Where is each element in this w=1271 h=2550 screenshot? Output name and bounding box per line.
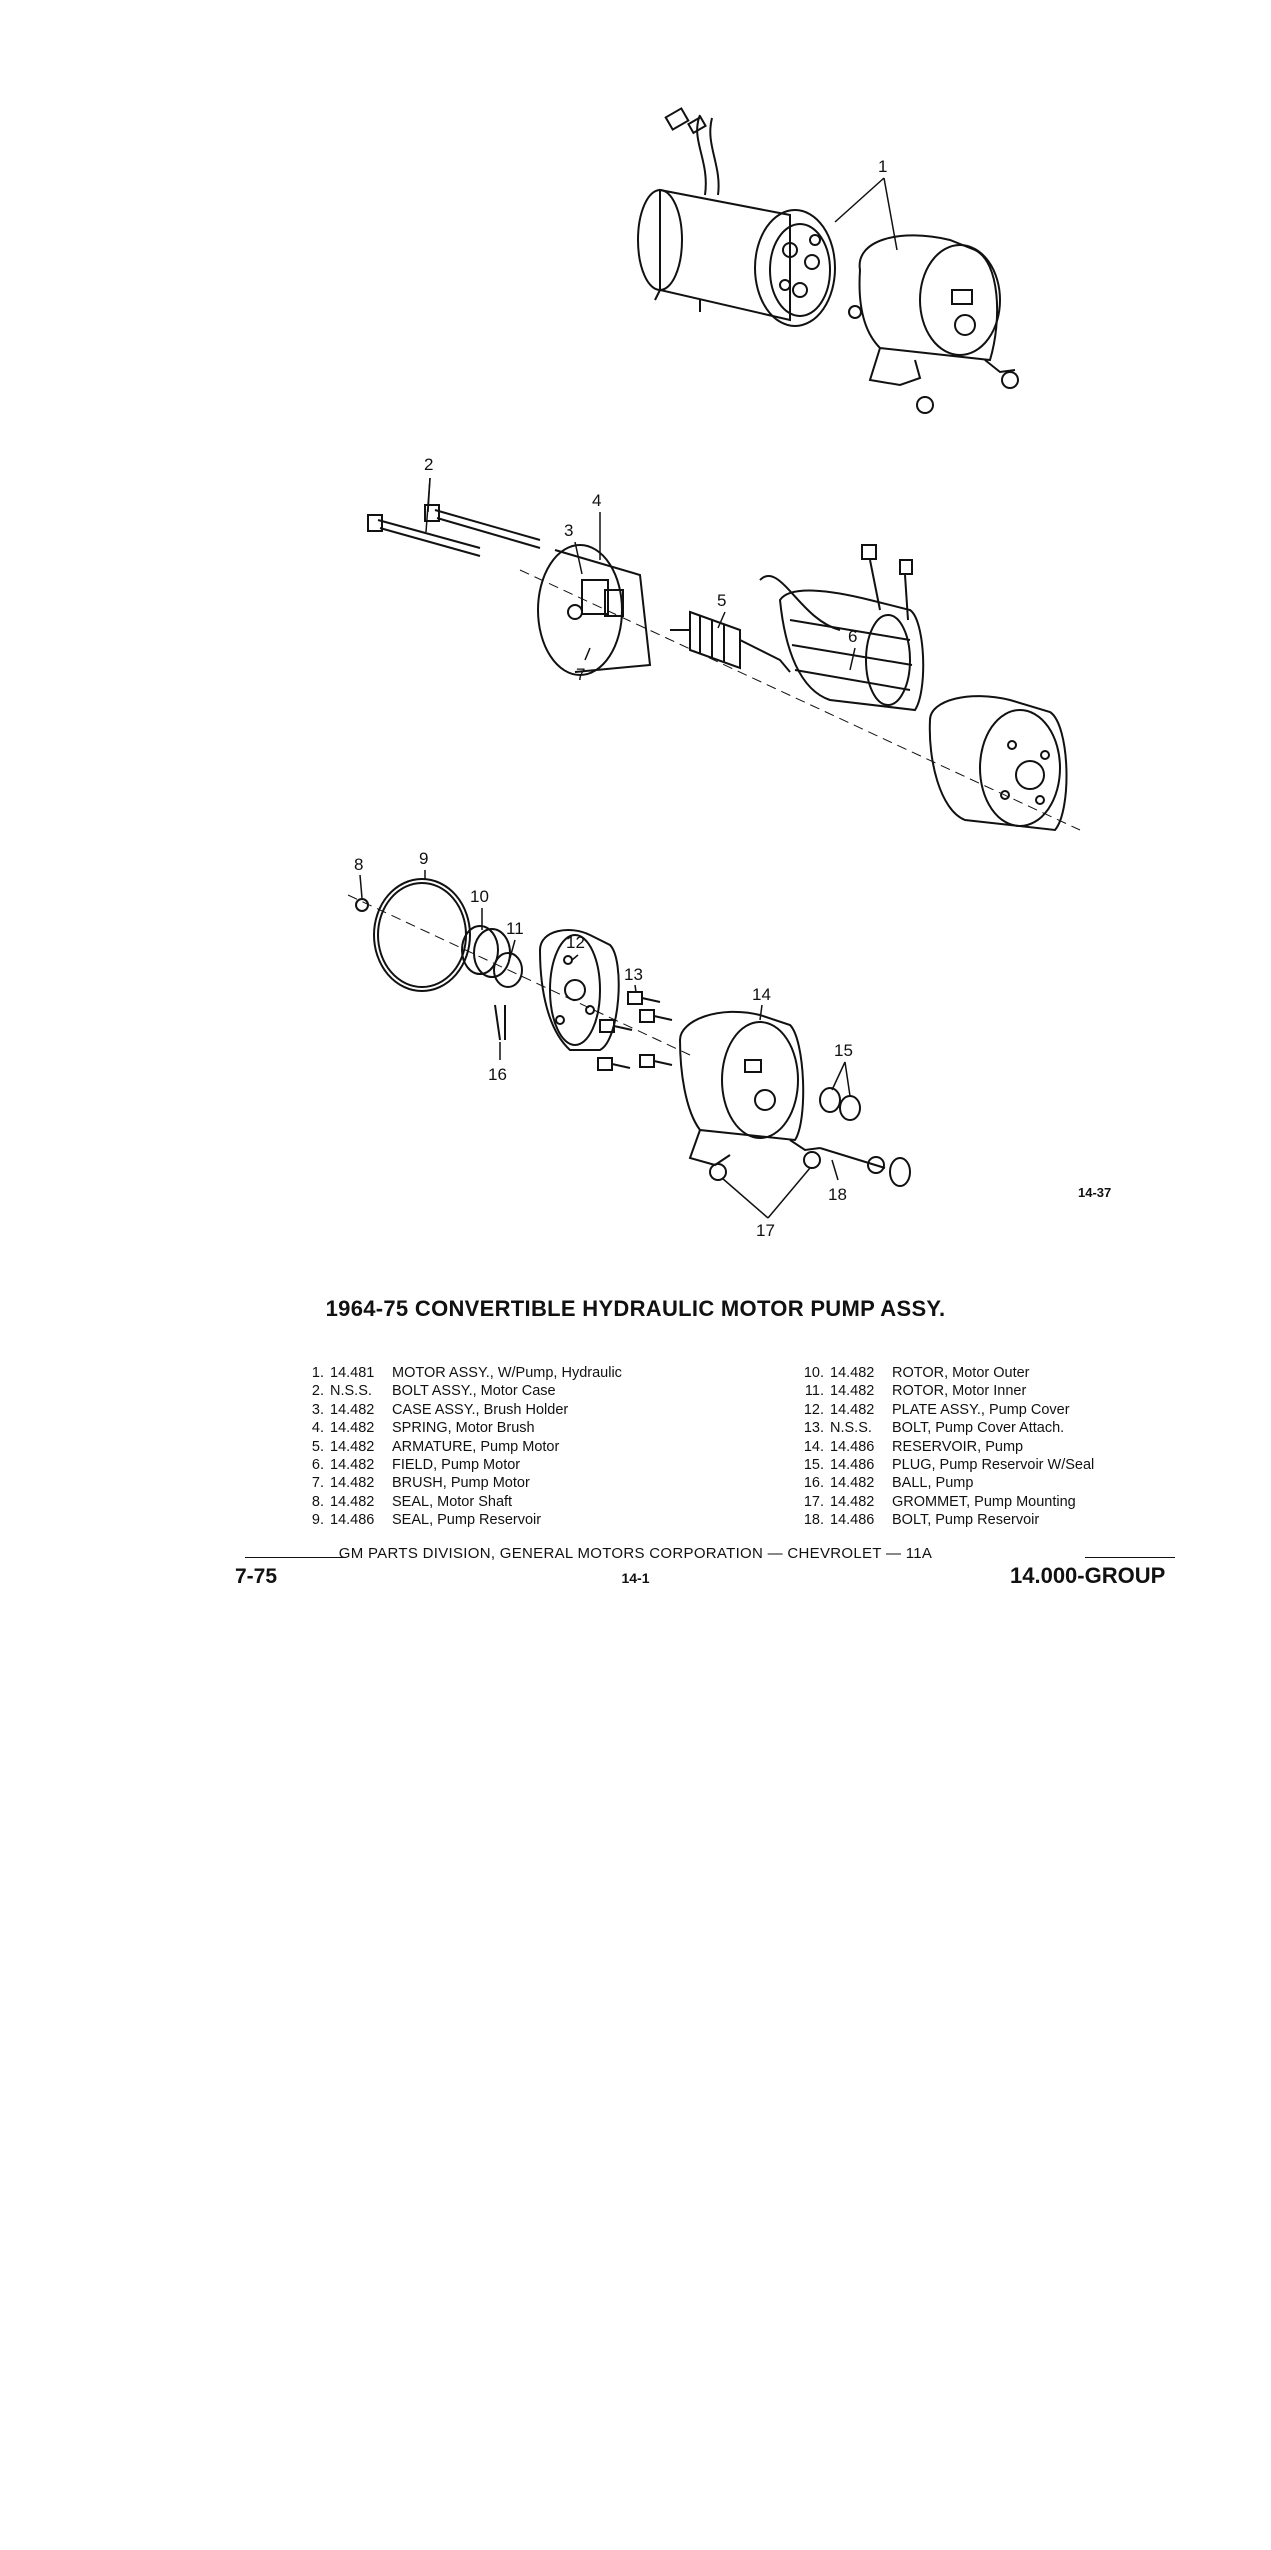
motor-assembly-drawing bbox=[638, 108, 1018, 413]
callout-13: 13 bbox=[624, 965, 643, 984]
parts-row: 17. 14.482 GROMMET, Pump Mounting bbox=[803, 1493, 1076, 1510]
callout-18: 18 bbox=[828, 1185, 847, 1204]
callout-8: 8 bbox=[354, 855, 364, 874]
parts-row: 7. 14.482 BRUSH, Pump Motor bbox=[311, 1475, 530, 1492]
motor-internals-drawing bbox=[368, 505, 1080, 830]
parts-row: 9. 14.486 SEAL, Pump Reservoir bbox=[311, 1512, 542, 1529]
callout-1: 1 bbox=[878, 157, 888, 176]
callout-16: 16 bbox=[488, 1065, 507, 1084]
callout-4: 4 bbox=[592, 491, 602, 510]
page-title: 1964-75 CONVERTIBLE HYDRAULIC MOTOR PUMP ASSY. bbox=[325, 1296, 946, 1321]
parts-row: 3. 14.482 CASE ASSY., Brush Holder bbox=[311, 1401, 569, 1418]
callout-10: 10 bbox=[470, 887, 489, 906]
parts-row: 13. N.S.S. BOLT, Pump Cover Attach. bbox=[803, 1420, 1065, 1437]
parts-row: 5. 14.482 ARMATURE, Pump Motor bbox=[311, 1438, 560, 1455]
parts-row: 15. 14.486 PLUG, Pump Reservoir W/Seal bbox=[803, 1457, 1095, 1474]
figure-id: 14-37 bbox=[1078, 1185, 1112, 1200]
parts-row: 10. 14.482 ROTOR, Motor Outer bbox=[803, 1365, 1030, 1381]
callout-12: 12 bbox=[566, 933, 585, 952]
parts-row: 14. 14.486 RESERVOIR, Pump bbox=[803, 1438, 1024, 1455]
parts-row: 8. 14.482 SEAL, Motor Shaft bbox=[311, 1493, 513, 1510]
footer-group: 14.000-GROUP bbox=[1010, 1563, 1166, 1588]
parts-row: 18. 14.486 BOLT, Pump Reservoir bbox=[803, 1512, 1040, 1529]
callout-3: 3 bbox=[564, 521, 574, 540]
parts-row: 4. 14.482 SPRING, Motor Brush bbox=[311, 1420, 535, 1437]
parts-row: 2. N.S.S. BOLT ASSY., Motor Case bbox=[311, 1383, 556, 1400]
callout-7: 7 bbox=[576, 665, 586, 684]
parts-row: 1. 14.481 MOTOR ASSY., W/Pump, Hydraulic bbox=[311, 1365, 622, 1381]
exploded-view-illustration bbox=[0, 0, 1271, 1260]
callout-15: 15 bbox=[834, 1041, 853, 1060]
parts-row: 16. 14.482 BALL, Pump bbox=[803, 1475, 974, 1492]
callout-14: 14 bbox=[752, 985, 771, 1004]
callout-9: 9 bbox=[419, 849, 429, 868]
footer-rule-right bbox=[1085, 1557, 1175, 1558]
footer-division: GM PARTS DIVISION, GENERAL MOTORS CORPORATION — CHEVROLET — 11A bbox=[338, 1545, 933, 1562]
parts-list-right bbox=[800, 1364, 1094, 1530]
parts-row: 11. 14.482 ROTOR, Motor Inner bbox=[804, 1383, 1027, 1400]
parts-row: 12. 14.482 PLATE ASSY., Pump Cover bbox=[803, 1401, 1070, 1418]
callout-6: 6 bbox=[848, 627, 858, 646]
parts-list-left bbox=[300, 1364, 622, 1530]
callout-2: 2 bbox=[424, 455, 434, 474]
callout-11: 11 bbox=[506, 919, 524, 938]
parts-row: 6. 14.482 FIELD, Pump Motor bbox=[311, 1457, 521, 1474]
footer-date: 7-75 bbox=[235, 1565, 278, 1588]
leader-lines bbox=[360, 178, 897, 1218]
callout-numbers bbox=[354, 157, 887, 1240]
callout-17: 17 bbox=[756, 1221, 775, 1240]
pump-components-drawing bbox=[348, 879, 910, 1186]
footer-page-number: 14-1 bbox=[621, 1570, 650, 1586]
callout-5: 5 bbox=[717, 591, 727, 610]
